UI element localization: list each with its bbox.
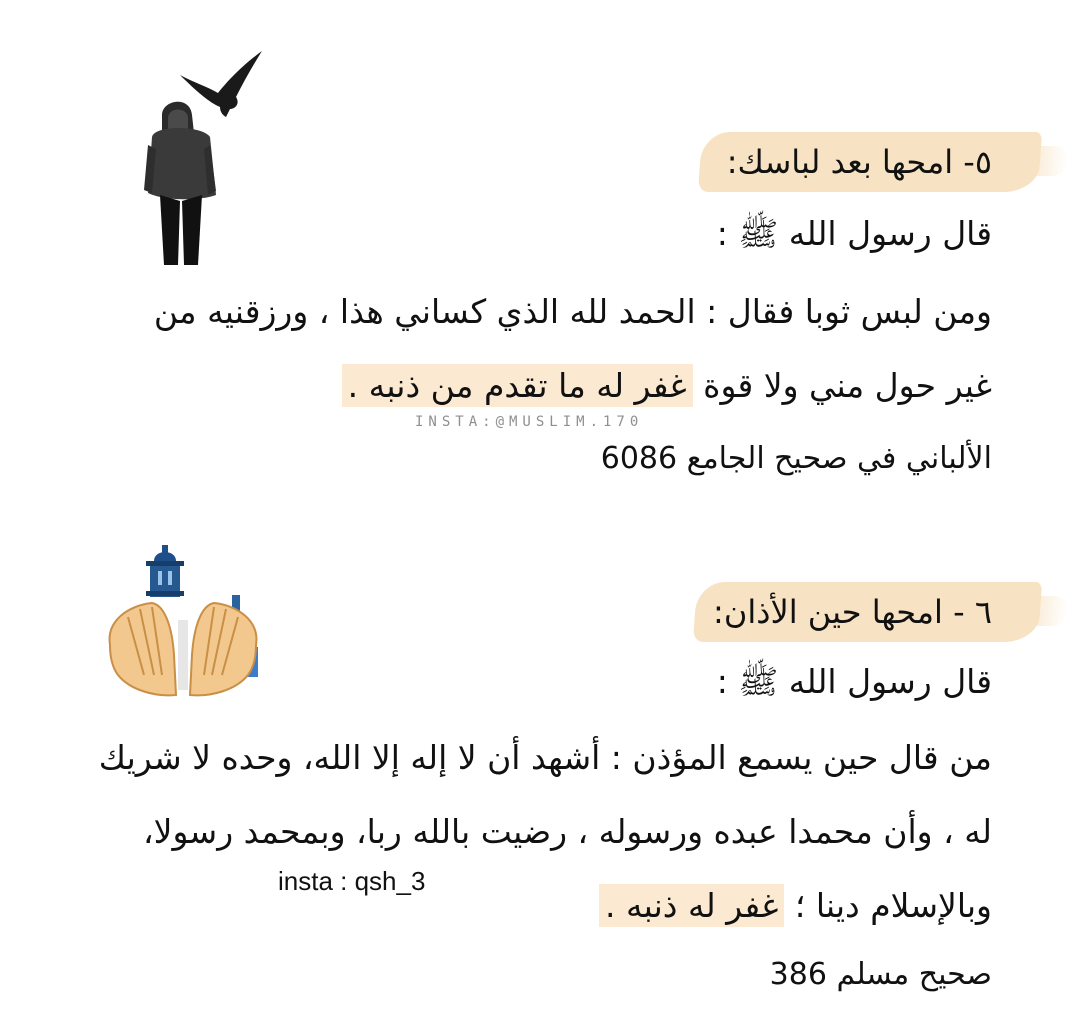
section5-line2-plain: غير حول مني ولا قوة [692, 366, 992, 405]
insta-label: insta : qsh_3 [278, 866, 426, 896]
section6-line2: له ، وأن محمدا عبده ورسوله ، رضيت بالله ربا، وبمحمد رسولا، [143, 812, 992, 851]
section5-heading-banner [700, 132, 1040, 192]
section6-intro-text: قال رسول الله ﷺ : [716, 662, 992, 701]
section6-line3-highlight: غفر له ذنبه . [599, 884, 784, 927]
section5-line2-highlight: غفر له ما تقدم من ذنبه . [342, 364, 693, 407]
section6-heading: ٦ - امحها حين الأذان: [713, 593, 992, 631]
section5-heading: ٥- امحها بعد لباسك: [726, 143, 992, 181]
section6-intro [717, 660, 992, 704]
section6-line1: من قال حين يسمع المؤذن : أشهد أن لا إله إلا الله، وحده لا شريك [98, 738, 992, 777]
hooded-figure-with-bird-icon [140, 45, 270, 270]
section5-intro-text: قال رسول الله ﷺ : [716, 214, 992, 253]
section5-line1: ومن لبس ثوبا فقال : الحمد لله الذي كساني هذا ، ورزقنيه من [153, 292, 992, 331]
section6-reference: صحيح مسلم 386 [769, 957, 992, 992]
section6-line3 [599, 884, 992, 928]
praying-hands-mosque-icon [100, 525, 270, 705]
section5-reference: الألباني في صحيح الجامع 6086 [600, 441, 992, 476]
section5-intro [717, 212, 992, 256]
watermark-text: INSTA:@MUSLIM.170 [415, 414, 644, 430]
section5-line2 [342, 364, 992, 408]
section6-heading-banner [695, 582, 1040, 642]
section6-line3-plain: وبالإسلام دينا ؛ [784, 886, 992, 925]
